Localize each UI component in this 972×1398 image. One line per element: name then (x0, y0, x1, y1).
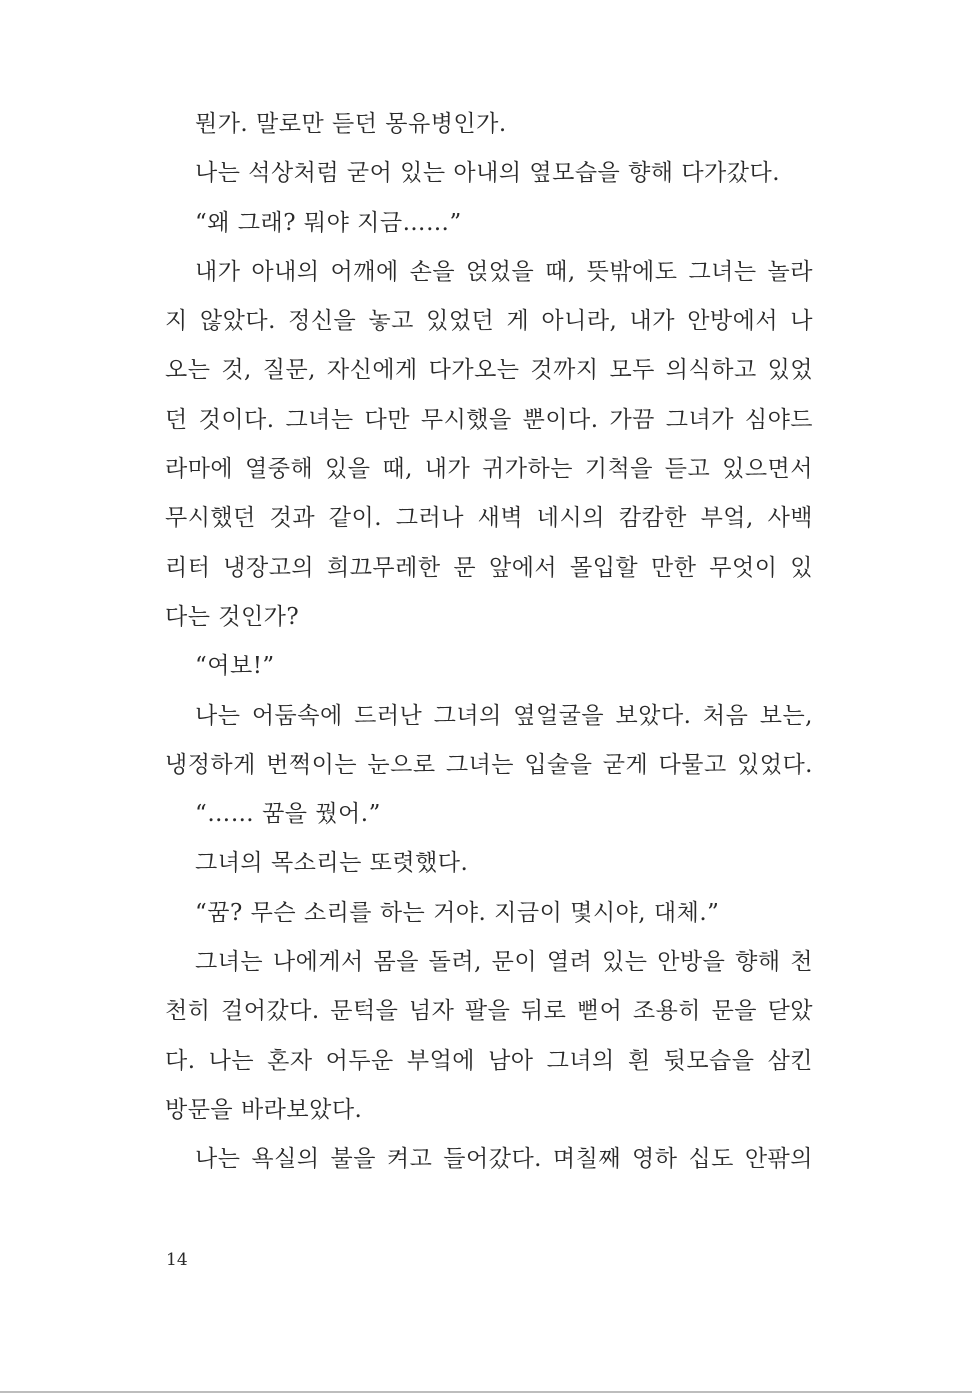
text-line: 방문을 바라보았다. (165, 1096, 363, 1123)
text-line: 그녀의 목소리는 또렷했다. (195, 850, 469, 877)
text-line: 던 것이다. 그녀는 다만 무시했을 뿐이다. 가끔 그녀가 심야드 (165, 406, 813, 433)
text-line: 나는 욕실의 불을 켜고 들어갔다. 며칠째 영하 십도 안팎의 (195, 1146, 813, 1173)
text-line: 무시했던 것과 같이. 그러나 새벽 네시의 캄캄한 부엌, 사백 (165, 505, 813, 532)
text-line: 다. 나는 혼자 어두운 부엌에 남아 그녀의 흰 뒷모습을 삼킨 (165, 1047, 813, 1074)
text-line: 라마에 열중해 있을 때, 내가 귀가하는 기척을 듣고 있으면서 (165, 456, 813, 483)
text-line: 내가 아내의 어깨에 손을 얹었을 때, 뜻밖에도 그녀는 놀라 (195, 258, 813, 285)
text-line: 다는 것인가? (165, 603, 300, 630)
text-line: 리터 냉장고의 희끄무레한 문 앞에서 몰입할 만한 무엇이 있 (165, 554, 813, 581)
page-number: 14 (166, 1250, 188, 1270)
text-line: “여보!” (195, 653, 275, 680)
text-line: 그녀는 나에게서 몸을 돌려, 문이 열려 있는 안방을 향해 천 (195, 949, 813, 976)
text-line: 천히 걸어갔다. 문턱을 넘자 팔을 뒤로 뻗어 조용히 문을 닫았 (165, 998, 813, 1025)
page-edge-divider (0, 1391, 972, 1393)
body-text (165, 100, 813, 1185)
text-line: “왜 그래? 뭐야 지금……” (195, 209, 462, 236)
text-line: 냉정하게 번쩍이는 눈으로 그녀는 입술을 굳게 다물고 있었다. (165, 751, 813, 778)
text-line: 나는 석상처럼 굳어 있는 아내의 옆모습을 향해 다가갔다. (195, 160, 781, 187)
text-line: 오는 것, 질문, 자신에게 다가오는 것까지 모두 의식하고 있었 (165, 357, 813, 384)
text-line: “…… 꿈을 꿨어.” (195, 801, 381, 828)
text-line: 나는 어둠속에 드러난 그녀의 옆얼굴을 보았다. 처음 보는, (195, 702, 813, 729)
text-line: “꿈? 무슨 소리를 하는 거야. 지금이 몇시야, 대체.” (195, 899, 720, 926)
text-line: 지 않았다. 정신을 놓고 있었던 게 아니라, 내가 안방에서 나 (165, 308, 813, 335)
text-line: 뭔가. 말로만 듣던 몽유병인가. (195, 111, 507, 137)
